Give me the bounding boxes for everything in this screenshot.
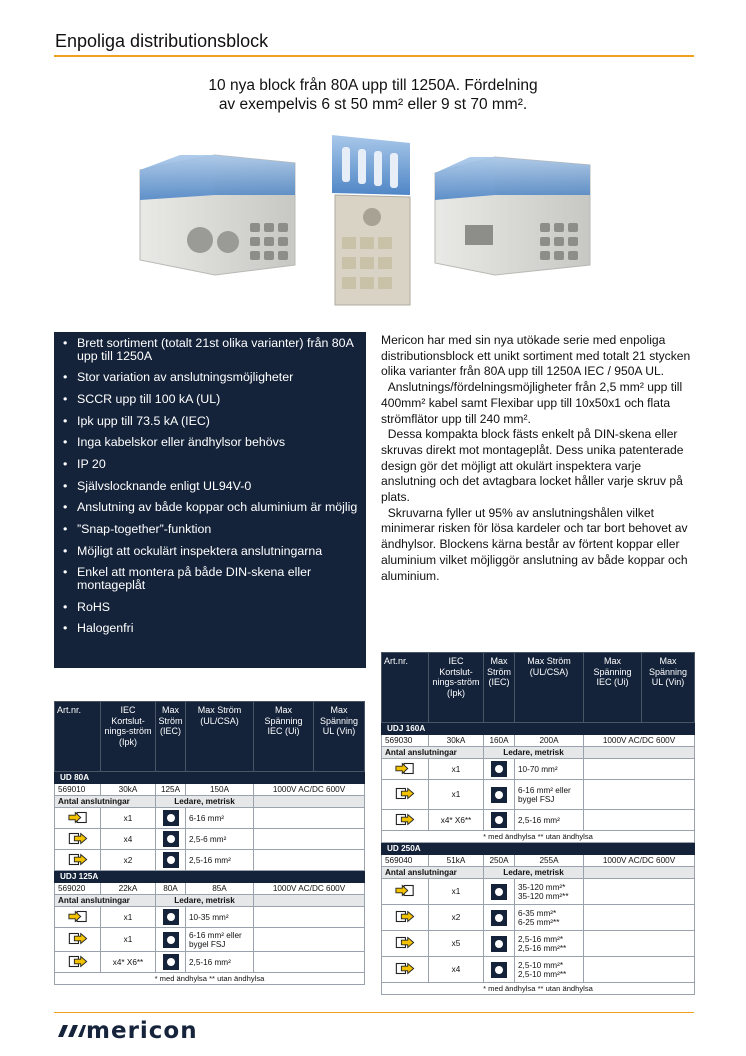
col-art: Art.nr. — [55, 702, 101, 772]
ul-current: 150A — [186, 784, 254, 796]
feature-item: • Självslocknande enligt UL94V-0 — [63, 480, 366, 493]
art-number: 569030 — [382, 735, 429, 747]
conductor-label: Ledare, metrisk — [484, 867, 584, 879]
col-art: Art.nr. — [382, 653, 429, 723]
spec-table-left — [54, 701, 365, 985]
product-photos — [120, 125, 626, 315]
conductor-round-icon — [163, 954, 179, 970]
ul-current: 85A — [186, 883, 254, 895]
feature-item: • ”Snap-together”-funktion — [63, 523, 366, 536]
feature-item: • Enkel att montera på både DIN-skena eller montageplåt — [63, 566, 366, 591]
col-max-spanning-ul: Max Spänning UL (Vin) — [314, 702, 365, 772]
conductor-size: 10-70 mm² — [515, 759, 584, 780]
connection-count: x1 — [429, 879, 484, 905]
brand-mark-icon — [56, 1023, 86, 1039]
iec-current: 125A — [156, 784, 186, 796]
conductor-size: 2,5-16 mm² — [186, 850, 254, 871]
col-max-strom: Max Ström (IEC) — [156, 702, 186, 772]
iec-current: 80A — [156, 883, 186, 895]
output-arrow-icon — [395, 787, 415, 800]
subtitle-line-2: av exempelvis 6 st 50 mm² eller 9 st 70 mm². — [218, 96, 528, 113]
product-block-left — [140, 155, 295, 275]
ipk-value: 30kA — [429, 735, 484, 747]
conductor-size: 2,5-6 mm² — [186, 829, 254, 850]
conductor-size: 10-35 mm² — [186, 907, 254, 928]
input-arrow-icon — [395, 884, 415, 897]
iec-current: 250A — [484, 855, 515, 867]
conductor-label: Ledare, metrisk — [156, 895, 254, 907]
output-arrow-icon — [395, 936, 415, 949]
output-arrow-icon — [395, 813, 415, 826]
feature-item: • Ipk upp till 73.5 kA (IEC) — [63, 415, 366, 428]
iec-current: 160A — [484, 735, 515, 747]
feature-item: • Inga kabelskor eller ändhylsor behövs — [63, 436, 366, 449]
output-arrow-icon — [68, 955, 88, 968]
conductor-round-icon — [163, 810, 179, 826]
connection-count: x5 — [429, 931, 484, 957]
output-arrow-icon — [68, 832, 88, 845]
product-block-middle — [332, 135, 410, 305]
connection-count: x4 — [101, 829, 156, 850]
page-title: Enpoliga distributionsblock — [55, 31, 269, 51]
connections-label: Antal anslutningar — [55, 796, 156, 808]
art-number: 569040 — [382, 855, 429, 867]
description-paragraph: Skruvarna fyller ut 95% av anslutningshålen vilket minimerar risken för lösa kardeler och tar bort behovet av ändhylsor. Blockens kärna består av förtent koppar eller aluminium vilket möjliggör anslutning av både koppar och aluminium. — [381, 505, 688, 583]
section-header: UD 250A — [382, 843, 695, 855]
title-divider — [54, 55, 694, 57]
spec-table-right — [381, 652, 695, 995]
connections-label: Antal anslutningar — [55, 895, 156, 907]
conductor-size: 6-16 mm² eller bygel FSJ — [186, 928, 254, 952]
conductor-size: 2,5-16 mm²* 2,5-16 mm²** — [515, 931, 584, 957]
description-paragraph: Mericon har med sin nya utökade serie med enpoliga distributionsblock ett unikt sortiment med totalt 21 stycken olika varianter från 80A upp till 1250A IEC / 950A UL. — [381, 333, 691, 379]
subtitle — [120, 76, 626, 114]
conductor-round-icon — [491, 936, 507, 952]
ul-current: 200A — [515, 735, 584, 747]
brand-logo: mericon — [56, 1018, 198, 1044]
conductor-size: 35-120 mm²* 35-120 mm²** — [515, 879, 584, 905]
feature-item: • IP 20 — [63, 458, 366, 471]
voltage: 1000V AC/DC 600V — [584, 855, 695, 867]
output-arrow-icon — [68, 853, 88, 866]
conductor-round-icon — [163, 852, 179, 868]
voltage: 1000V AC/DC 600V — [584, 735, 695, 747]
connection-count: x1 — [429, 759, 484, 780]
connections-label: Antal anslutningar — [382, 747, 484, 759]
description — [381, 333, 694, 584]
footer-divider — [54, 1012, 694, 1013]
connection-count: x4* X6** — [101, 952, 156, 973]
conductor-size: 2,5-16 mm² — [186, 952, 254, 973]
conductor-round-icon — [491, 910, 507, 926]
conductor-round-icon — [163, 909, 179, 925]
feature-item: • Anslutning av både koppar och aluminium är möjlig — [63, 501, 366, 514]
connection-count: x2 — [101, 850, 156, 871]
subtitle-line-1: 10 nya block från 80A upp till 1250A. Fördelning — [208, 77, 538, 94]
ipk-value: 51kA — [429, 855, 484, 867]
input-arrow-icon — [68, 910, 88, 923]
conductor-round-icon — [491, 787, 507, 803]
input-arrow-icon — [395, 762, 415, 775]
feature-item: • RoHS — [63, 601, 366, 614]
col-max-strom: Max Ström (IEC) — [484, 653, 515, 723]
conductor-label: Ledare, metrisk — [484, 747, 584, 759]
col-max-strom-ul: Max Ström (UL/CSA) — [186, 702, 254, 772]
description-paragraph: Anslutnings/fördelningsmöjligheter från 2,5 mm² upp till 400mm² kabel samt Flexibar upp till 10x50x1 och flata strömflätor upp till 240 mm². — [381, 380, 683, 426]
connection-count: x4* X6** — [429, 810, 484, 831]
connection-count: x1 — [101, 907, 156, 928]
col-max-strom-ul: Max Ström (UL/CSA) — [515, 653, 584, 723]
connection-count: x1 — [101, 808, 156, 829]
feature-item: • Stor variation av anslutningsmöjligheter — [63, 371, 366, 384]
section-header: UDJ 160A — [382, 723, 695, 735]
conductor-label: Ledare, metrisk — [156, 796, 254, 808]
output-arrow-icon — [68, 932, 88, 945]
conductor-size: 2,5-16 mm² — [515, 810, 584, 831]
connections-label: Antal anslutningar — [382, 867, 484, 879]
col-max-spanning-iec: Max Spänning IEC (Ui) — [254, 702, 314, 772]
col-ipk: IEC Kortslut-nings-ström (Ipk) — [429, 653, 484, 723]
art-number: 569020 — [55, 883, 101, 895]
feature-item: • SCCR upp till 100 kA (UL) — [63, 393, 366, 406]
col-max-spanning-ul: Max Spänning UL (Vin) — [642, 653, 695, 723]
input-arrow-icon — [68, 811, 88, 824]
feature-item: • Brett sortiment (totalt 21st olika varianter) från 80A upp till 1250A — [63, 337, 366, 362]
conductor-round-icon — [163, 831, 179, 847]
art-number: 569010 — [55, 784, 101, 796]
col-ipk: IEC Kortslut-nings-ström (Ipk) — [101, 702, 156, 772]
ipk-value: 22kA — [101, 883, 156, 895]
section-header: UD 80A — [55, 772, 365, 784]
footnote: * med ändhylsa ** utan ändhylsa — [382, 983, 695, 995]
ul-current: 255A — [515, 855, 584, 867]
conductor-round-icon — [491, 884, 507, 900]
conductor-size: 6-35 mm²* 6-25 mm²** — [515, 905, 584, 931]
section-header: UDJ 125A — [55, 871, 365, 883]
feature-item: • Möjligt att ockulärt inspektera anslutningarna — [63, 545, 366, 558]
feature-item: • Halogenfri — [63, 622, 366, 635]
connection-count: x1 — [429, 780, 484, 810]
voltage: 1000V AC/DC 600V — [254, 784, 365, 796]
conductor-size: 2,5-10 mm²* 2,5-10 mm²** — [515, 957, 584, 983]
voltage: 1000V AC/DC 600V — [254, 883, 365, 895]
product-block-right — [435, 157, 590, 275]
col-max-spanning-iec: Max Spänning IEC (Ui) — [584, 653, 642, 723]
connection-count: x4 — [429, 957, 484, 983]
conductor-size: 6-16 mm² eller bygel FSJ — [515, 780, 584, 810]
footnote: * med ändhylsa ** utan ändhylsa — [55, 973, 365, 985]
connection-count: x1 — [101, 928, 156, 952]
conductor-round-icon — [163, 932, 179, 948]
description-paragraph: Dessa kompakta block fästs enkelt på DIN-skena eller skruvas direkt mot montageplåt. Dess unika patenterade design gör det möjligt att okulärt inspektera varje anslutning och det avtagbara locket håller varje skruv på plats. — [381, 427, 684, 505]
conductor-round-icon — [491, 761, 507, 777]
ipk-value: 30kA — [101, 784, 156, 796]
conductor-size: 6-16 mm² — [186, 808, 254, 829]
footnote: * med ändhylsa ** utan ändhylsa — [382, 831, 695, 843]
connection-count: x2 — [429, 905, 484, 931]
feature-list — [54, 332, 366, 668]
output-arrow-icon — [395, 910, 415, 923]
conductor-round-icon — [491, 812, 507, 828]
output-arrow-icon — [395, 962, 415, 975]
conductor-round-icon — [491, 962, 507, 978]
